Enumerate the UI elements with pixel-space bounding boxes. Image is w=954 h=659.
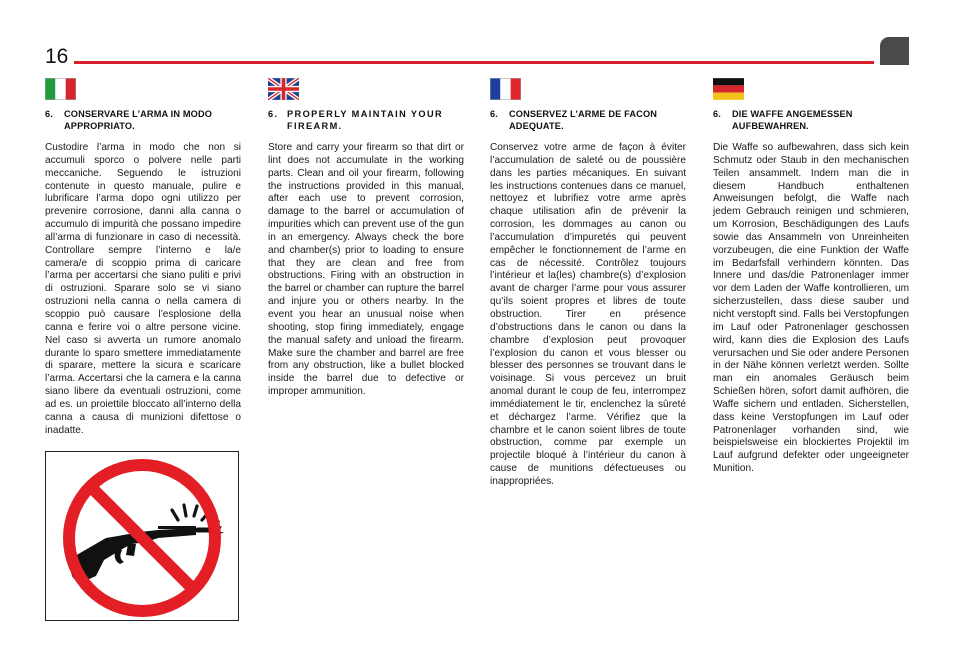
column-french <box>490 78 686 489</box>
uk-flag-icon <box>268 78 299 100</box>
section-heading <box>490 109 686 132</box>
section-title: PROPERLY MAINTAIN YOUR FIREARM. <box>287 109 444 131</box>
section-number: 6. <box>713 109 721 119</box>
section-number: 6. <box>268 109 279 119</box>
header-rule <box>74 61 874 64</box>
section-heading <box>268 109 464 132</box>
column-german <box>713 78 909 476</box>
corner-tab <box>880 37 909 65</box>
section-body: Store and carry your firearm so that dirt or lint does not accumulate in the working parts. Clean and oil your firearm, following the instructions provided in this manual, after each use to prevent corrosion, damage to the barrel or accumulation of impurities which can prevent use of the gun in an emergency. Always check the bore and chamber(s) prior to loading to ensure that they are clean and free from obstructions. Firing with an obstruction in the barrel or chamber can rupture the barrel and injure you or others nearby. In the event you hear an unusual noise when shooting, stop firing immediately, engage the manual safety and unload the firearm. Make sure the chamber and barrel are free from any obstruction, like a bullet blocked inside the barrel due to defective or improper ammunition. <box>268 142 464 398</box>
italy-flag-icon <box>45 78 76 100</box>
section-heading <box>713 109 909 132</box>
germany-flag-icon <box>713 78 744 100</box>
no-obstructed-barrel-prohibition-icon <box>46 452 238 620</box>
section-title: DIE WAFFE ANGEMESSEN AUFBEWAHREN. <box>732 109 853 131</box>
warning-figure <box>45 451 239 621</box>
section-title: CONSERVEZ L’ARME DE FACON ADEQUATE. <box>509 109 658 131</box>
section-body: Die Waffe so aufbewahren, dass sich kein Schmutz oder Staub in den mechanischen Teilen ansammelt. Indem man die in diesem Handbuch enthaltenen Anweisungen befolgt, die Waffe nach jedem Gebrauch reinigen und schmieren, um Korrosion, Beschädigungen des Laufs sowie das Ansammeln von Unreinheiten vorzubeugen, die eine Funktion der Waffe im Bedarfsfall verhindern könnten. Das Innere und das/die Patronenlager immer vor dem Laden der Waffe kontrollieren, um sicherzustellen, dass diese sauber und nicht verstopft sind. Falls bei Verstopfungen im Lauf oder Patronenlager geschossen wird, kann dies die Explosion des Laufs verursachen und Sie oder andere Personen in der Nähe können verletzt werden. Sollte man ein anomales Geräusch beim Schießen hören, sofort damit aufhören, die Waffe sichern und entladen. Sicherstellen, dass keine Verstopfungen im Lauf oder Patronenlager vorhanden sind, wie beispielsweise ein blockiertes Projektil im Lauf aufgrund defekter oder ungeeigneter Munition. <box>713 142 909 475</box>
section-body: Custodire l’arma in modo che non si accumuli sporco o polvere nelle parti meccaniche. Seguendo le istruzioni contenute in questo manuale, pulire e lubrificare l’arma dopo ogni utilizzo per prevenire corrosione, danni alla canna o accumulo di impurità che possano impedire all’arma di funzionare in caso di necessità. Controllare sempre l’interno e la/e camera/e di scoppio prima di caricare l’arma per accertarsi che siano puliti e privi di ostruzioni. Sparare solo se vi siano ostruzioni nella canna o nella camera di scoppio può causare l’esplosione della canna e ferire voi o altre persone vicine. Nel caso si avverta un rumore anomalo durante lo sparo smettere immediatamente di sparare, mettere la sicura e scaricare l’arma. Accertarsi che la camera e la canna siano libere da eventuali ostruzioni, come ad es. un proiettile bloccato all’interno della canna a causa di munizioni difettose o inadatte. <box>45 142 241 436</box>
column-english <box>268 78 464 399</box>
section-number: 6. <box>490 109 498 119</box>
section-body: Conservez votre arme de façon à éviter l’accumulation de saleté ou de poussière dans les parties mécaniques. En suivant les instructions contenues dans ce manuel, nettoyez et lubrifiez votre arme après chaque utilisation afin de prévenir la corrosion, les dommages au canon ou l’accumulation d’impuretés qui peuvent empêcher le fonctionnement de l’arme en cas de nécessité. Contrôlez toujours l’intérieur et la(les) chambre(s) d’explosion avant de charger l’arme pour vous assurer qu’ils soient propres et libres de toute obstruction. Tirer en présence d’obstructions dans le canon ou dans la chambre d’explosion peut provoquer l’explosion du canon et vous blesser ou blesser des personnes se trouvant dans le voisinage. Si vous percevez un bruit anomal durant le coup de feu, interrompez immédiatement le tir, enclenchez la sûreté et déchargez l’arme. Vérifiez que la chambre et le canon soient libres de toute obstruction, comme par exemple un projectile bloqué à l’intérieur du canon à cause de munitions défectueuses ou inappropriées. <box>490 142 686 487</box>
section-number: 6. <box>45 109 53 119</box>
column-italian <box>45 78 241 437</box>
france-flag-icon <box>490 78 521 100</box>
section-heading <box>45 109 241 132</box>
section-title: CONSERVARE L’ARMA IN MODO APPROPRIATO. <box>64 109 213 131</box>
page-number: 16 <box>45 45 69 68</box>
